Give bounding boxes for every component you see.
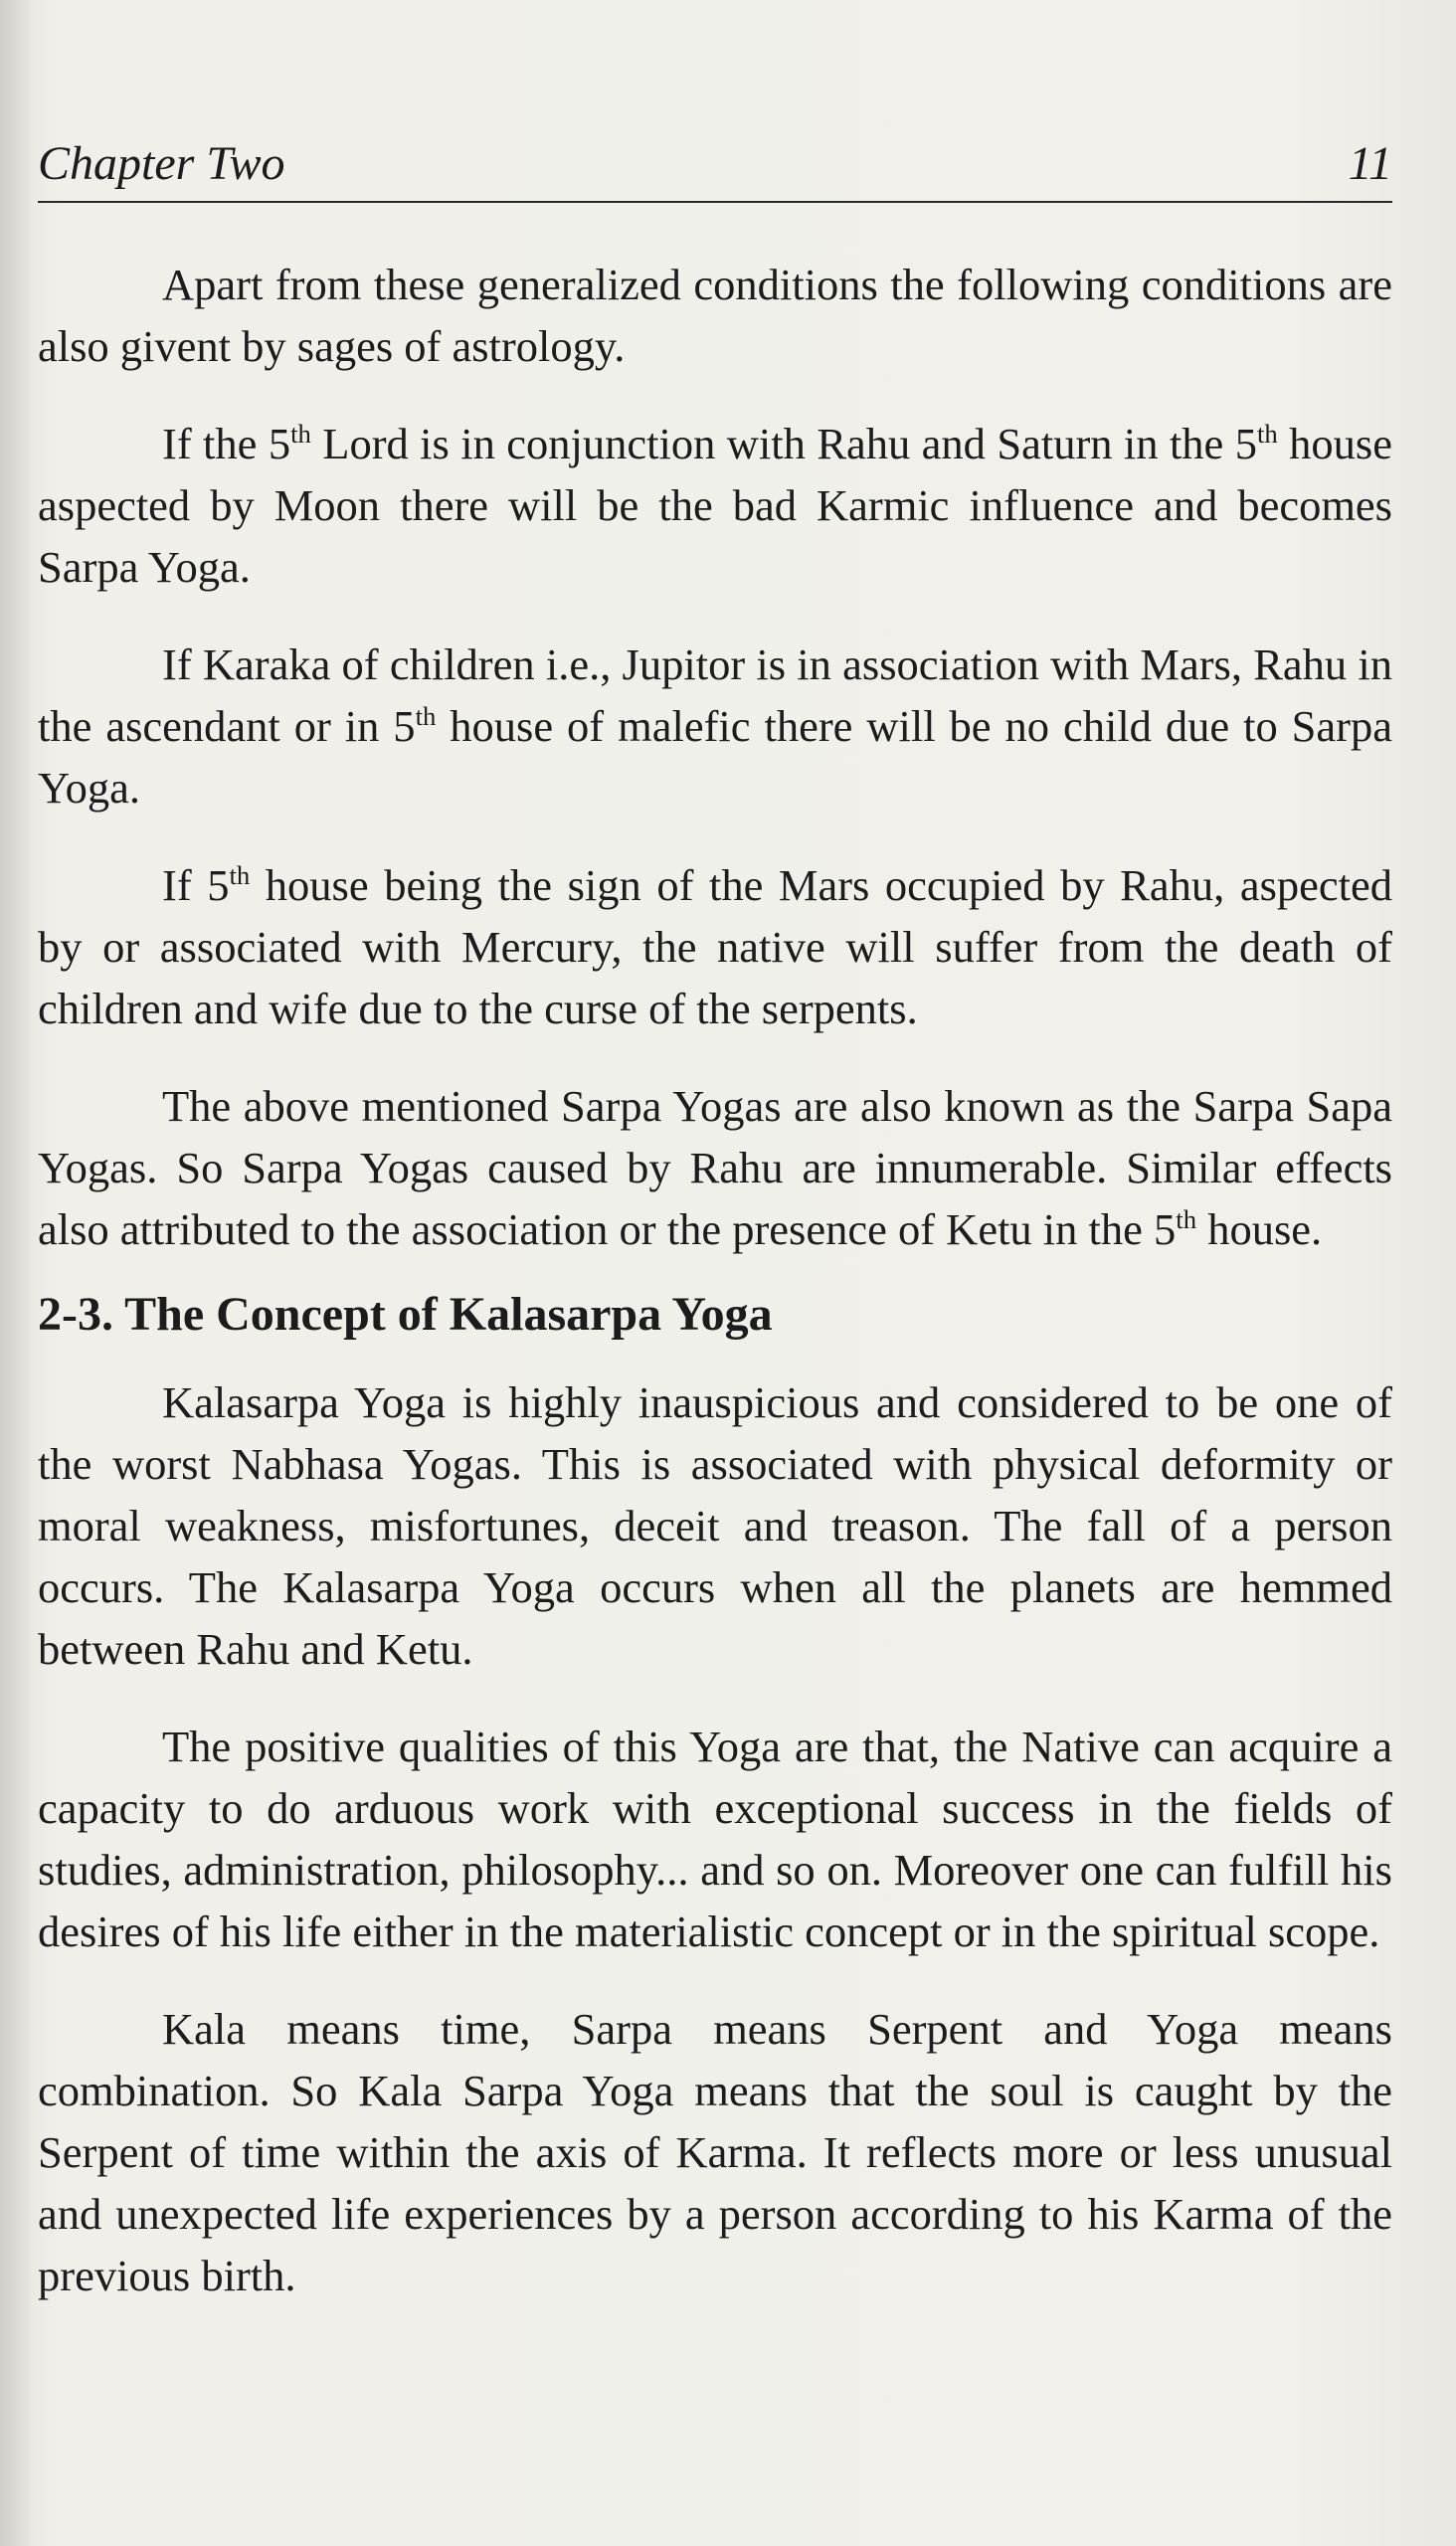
paragraph-8: Kala means time, Sarpa means Serpent and Yoga means combination. So Kala Sarpa Yoga means that the soul is caught by the Serpent of time within the axis of Karma. It reflects more or less unusual and unexpected life experiences by a person according to his Karma of the previous birth. [38, 2004, 1392, 2300]
paragraph-2: If the 5th Lord is in conjunction with Rahu and Saturn in the 5th house aspected by Moon there will be the bad Karmic influence and becomes Sarpa Yoga. [38, 419, 1392, 592]
page-body [38, 254, 1392, 2342]
page-gutter [0, 0, 30, 2546]
paragraph-3: If Karaka of children i.e., Jupitor is in association with Mars, Rahu in the ascendant or in 5th house of malefic there will be no child due to Sarpa Yoga. [38, 639, 1392, 813]
paragraph-6: Kalasarpa Yoga is highly inauspicious and considered to be one of the worst Nabhasa Yogas. This is associated with physical deformity or moral weakness, misfortunes, deceit and treason. The fall of a person occurs. The Kalasarpa Yoga occurs when all the planets are hemmed between Rahu and Ketu. [38, 1377, 1392, 1674]
chapter-title: Chapter Two [38, 137, 285, 190]
page-number: 11 [1348, 137, 1392, 190]
paragraph-4: If 5th house being the sign of the Mars occupied by Rahu, aspected by or associated with Mercury, the native will suffer from the death of children and wife due to the curse of the serpents. [38, 860, 1393, 1033]
paragraph-7: The positive qualities of this Yoga are that, the Native can acquire a capacity to do arduous work with exceptional success in the fields of studies, administration, philosophy... and so on. Moreover one can fulfill his desires of his life either in the materialistic concept or in the spiritual scope. [38, 1722, 1392, 1956]
paragraph-5: The above mentioned Sarpa Yogas are also known as the Sarpa Sapa Yogas. So Sarpa Yogas caused by Rahu are innumerable. Similar effects also attributed to the association or the presence of Ketu in the 5th house. [38, 1081, 1392, 1254]
running-header [38, 127, 1392, 203]
section-heading: 2-3. The Concept of Kalasarpa Yoga [38, 1288, 773, 1341]
paragraph-1: Apart from these generalized conditions the following conditions are also givent by sages of astrology. [38, 260, 1392, 371]
